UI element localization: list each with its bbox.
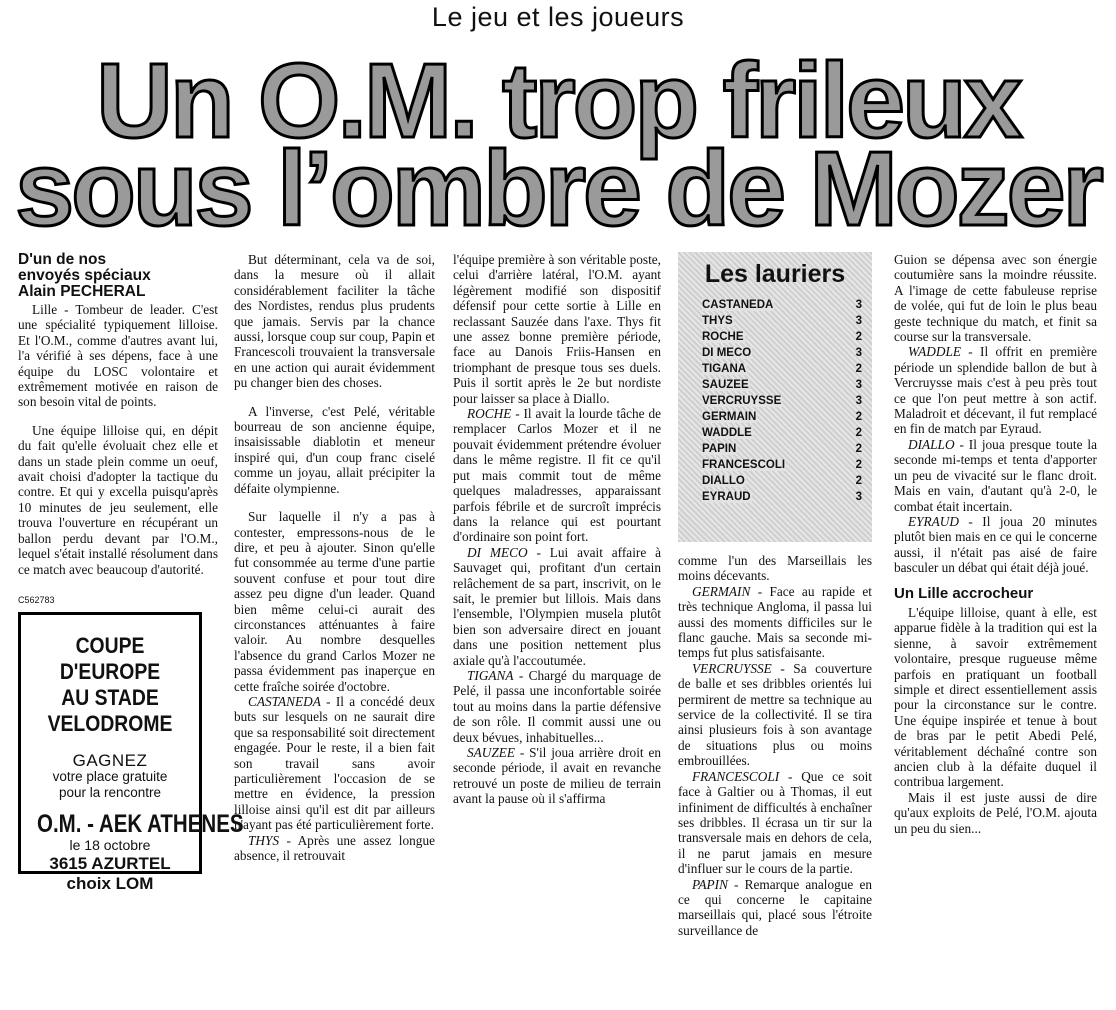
laurier-player-name: FRANCESCOLI <box>702 459 786 471</box>
lauriers-row <box>702 313 864 329</box>
laurier-player-name: VERCRUYSSE <box>702 395 782 407</box>
ad-title-line-2: AU STADE VELODROME <box>47 685 173 737</box>
column-4 <box>678 553 872 938</box>
laurier-score: 2 <box>855 459 862 471</box>
player-name: DIALLO <box>908 436 955 452</box>
player-text: - Il avait la lourde tâche de remplacer Carlos Mozer et il ne pouvait évidemment prétendre évoluer dans le même registre. Il fit ce qu'il put mais commit tout de même quelques maladresses, apparaissant parfois fébrile et de surcroît imprécis dans la relance qui est pourtant d'ordinaire son point fort. <box>453 406 661 545</box>
player-text: - Remarque analogue en ce qui concerne le capitaine marseillais qui, placé sous l'étroite surveillance de <box>678 876 872 938</box>
lauriers-row <box>702 441 864 457</box>
player-paragraph <box>678 769 872 877</box>
subheading: Un Lille accrocheur <box>894 584 1034 602</box>
lauriers-box <box>678 252 872 542</box>
player-name: EYRAUD <box>908 513 959 529</box>
lauriers-row <box>702 425 864 441</box>
column-2 <box>234 252 435 863</box>
laurier-player-name: EYRAUD <box>702 491 751 503</box>
player-paragraph <box>678 584 872 661</box>
lauriers-row <box>702 489 864 505</box>
player-text: - Il a concédé deux buts sur lesquels on ne saurait dire que sa responsabilité soit directement engagée. Pour le reste, il a bien fait son travail sans avoir particulièrement l'occasion de se mettre en évidence, la pression lilloise ainsi qu'il est dit par ailleurs n'ayant pas été particulièrement forte. <box>234 693 435 833</box>
paragraph: Mais il est juste aussi de dire qu'aux exploits de Pelé, l'O.M. ajouta un peu du sien... <box>894 789 1097 836</box>
paragraph: Sur laquelle il n'y a pas à contester, empressons-nous de le dire, et peu à ajouter. Sinon qu'elle fut consommée au terme d'une partie souvent confuse et pour tout dire assez peu digne d'un leader. Quand bien même celui-ci aurait des circonstances atténuantes à faire valoir. Au nombre desquelles l'absence du grand Carlos Mozer ne passa évidemment pas inaperçue en cette fraîche soirée d'octobre. <box>234 509 435 694</box>
ad-reference: C562783 <box>18 594 55 605</box>
laurier-player-name: CASTANEDA <box>702 299 774 311</box>
player-paragraph <box>234 833 435 864</box>
laurier-score: 3 <box>855 315 862 327</box>
laurier-score: 3 <box>855 347 862 359</box>
laurier-player-name: DI MECO <box>702 347 752 359</box>
laurier-player-name: GERMAIN <box>702 411 757 423</box>
player-name: TIGANA <box>467 667 514 683</box>
player-text: - Sa couverture de balle et ses dribbles orientés lui permirent de mettre sa technique au service de la collectivité. Il se tira ainsi plusieurs fois à son avantage de situations plus ou moins embrouillées. <box>678 660 872 769</box>
laurier-score: 2 <box>855 363 862 375</box>
player-text: - Lui avait affaire à Sauvaget qui, profitant d'un certain relâchement de sa part, inscrivit, on le sait, le premier but lillois. Mais dans l'ensemble, l'Olympien musela plutôt bien son adversaire direct en jouant dans une position nettement plus axiale qu'à l'accoutumée. <box>453 544 661 668</box>
player-paragraph <box>234 694 435 833</box>
paragraph: Lille - Tombeur de leader. C'est une spécialité typiquement lilloise. Et l'O.M., comme d'autres avant lui, l'a vérifié à ses dépens, face à une équipe du LOSC volontaire et extrêmement motivée en raison de son besoin vital de points. <box>18 302 218 410</box>
player-name: VERCRUYSSE <box>692 660 772 676</box>
headline-line-1: Un O.M. trop frileux <box>96 42 1020 160</box>
laurier-score: 2 <box>855 475 862 487</box>
laurier-player-name: SAUZEE <box>702 379 749 391</box>
player-paragraph <box>453 545 661 668</box>
lauriers-row <box>702 457 864 473</box>
byline-line-1: D'un de nos <box>18 251 107 268</box>
paragraph: L'équipe lilloise, quant à elle, est apparue fidèle à la tradition qui est la sienne, à savoir extrêmement volontaire, presque rugueuse même parfois en pratiquant un football simple et direct essentiellement assis pour la circonstance sur le contre. Une équipe inspirée et tenue à bout de bras par le petit Abedi Pelé, véritablement déchaîné contre son ancien club à la défaite duquel il contribua largement. <box>894 604 1097 790</box>
headline-line-2: sous l’ombre de Mozer <box>15 130 1101 248</box>
lauriers-row <box>702 473 864 489</box>
laurier-score: 3 <box>855 491 862 503</box>
player-paragraph <box>453 745 661 807</box>
ad-title-line-1: COUPE D'EUROPE <box>59 633 161 685</box>
player-text: - Il joua 20 minutes plutôt bien mais en ce qui le concerne aussi, il n'était pas aisé de faire basculer un débat qui était déjà joué. <box>894 513 1097 576</box>
player-paragraph <box>894 514 1097 576</box>
column-5 <box>894 252 1097 836</box>
player-name: THYS <box>248 832 280 848</box>
player-name: PAPIN <box>692 876 728 892</box>
laurier-score: 3 <box>855 299 862 311</box>
laurier-player-name: PAPIN <box>702 443 737 455</box>
byline <box>18 252 218 300</box>
player-name: DI MECO <box>467 544 528 560</box>
laurier-score: 3 <box>855 379 862 391</box>
column-1 <box>18 251 244 893</box>
player-name: ROCHE <box>467 406 512 422</box>
laurier-player-name: DIALLO <box>702 475 745 487</box>
paragraph: Guion se dépensa avec son énergie coutumière sans la moindre réussite. A l'image de cette fabuleuse reprise de volée, qui fut de loin le plus beau geste technique du match, et finit sa course sur la transversale. <box>894 252 1097 345</box>
lauriers-row <box>702 377 864 393</box>
laurier-score: 2 <box>855 331 862 343</box>
lauriers-row <box>702 409 864 425</box>
player-text: - Il offrit en première période un splendide ballon de but à Vercruysse mais c'est à peu près tout ce que l'on peut mettre à son actif. Maladroit et décevant, il fut remplacé en fin de match par Eyraud. <box>894 344 1097 437</box>
lauriers-row <box>702 345 864 361</box>
ad-line-3: votre place gratuite <box>52 768 168 784</box>
laurier-score: 3 <box>855 395 862 407</box>
byline-author: Alain PECHERAL <box>18 283 146 300</box>
player-paragraph <box>894 344 1097 436</box>
lauriers-list <box>678 297 872 505</box>
player-paragraph <box>678 661 872 769</box>
advertisement-box <box>18 612 244 893</box>
player-paragraph <box>453 668 661 745</box>
paragraph: comme l'un des Marseillais les moins décevants. <box>678 553 872 584</box>
player-name: WADDLE <box>908 344 961 360</box>
player-paragraph <box>678 877 872 939</box>
ad-match: O.M. - AEK ATHENES <box>37 809 244 838</box>
laurier-player-name: THYS <box>702 315 733 327</box>
laurier-player-name: WADDLE <box>702 427 752 439</box>
laurier-score: 2 <box>855 427 862 439</box>
laurier-player-name: TIGANA <box>702 363 747 375</box>
lauriers-row <box>702 393 864 409</box>
player-name: GERMAIN <box>692 583 751 599</box>
lauriers-row <box>702 297 864 313</box>
ad-line-4: pour la rencontre <box>58 784 162 800</box>
player-paragraph <box>453 406 661 545</box>
player-name: SAUZEE <box>467 745 516 760</box>
player-paragraph <box>894 437 1097 514</box>
ad-minitel: 3615 AZURTEL <box>49 853 171 873</box>
player-text: - Après une assez longue absence, il retrouvait <box>234 832 435 864</box>
ad-gagnez: GAGNEZ <box>72 751 148 771</box>
player-name: CASTANEDA <box>248 693 321 709</box>
column-3 <box>453 252 661 807</box>
player-text: - Que ce soit face à Galtier ou à Thomas, il eut infiniment de difficultés à enchaîner ses dribbles. Il écrasa un tir sur la transversale mais en dehors de cela, il ne parut jamais en mesure d'influer sur le cours de la partie. <box>678 768 872 877</box>
paragraph: Une équipe lilloise qui, en dépit du fait qu'elle évoluait chez elle et dans un stade plein comme un oeuf, avait choisi d'adopter la tactique du contre. Et qui y excella puisqu'après 10 minutes de jeu seulement, elle trouva l'ouverture en récupérant un ballon perdu devant par l'O.M., lequel s'était installé résolument dans ce match avec beaucoup d'autorité. <box>18 422 218 577</box>
player-text: - Chargé du marquage de Pelé, il passa une inconfortable soirée tout au moins dans la partie défensive de son rôle. Il commit aussi une ou deux bévues, inhabituelles... <box>453 667 661 745</box>
byline-line-2: envoyés spéciaux <box>18 267 151 284</box>
lauriers-title: Les lauriers <box>704 260 846 288</box>
laurier-score: 2 <box>855 411 862 423</box>
paragraph: A l'inverse, c'est Pelé, véritable bourreau de son ancienne équipe, insaisissable diablotin et meneur inspiré qui, d'un coup franc ciselé comme un joyau, allait précipiter la défaite olympienne. <box>234 403 435 496</box>
lauriers-row <box>702 361 864 377</box>
section-kicker: Le jeu et les joueurs <box>431 2 685 32</box>
ad-date: le 18 octobre <box>69 837 151 854</box>
laurier-score: 2 <box>855 443 862 455</box>
paragraph: But déterminant, cela va de soi, dans la mesure où il allait considérablement faciliter la tâche des Nordistes, rendus plus prudents que jamais. Servis par la chance aussi, lorsque coup sur coup, Papin et Francescoli trouvaient la transversale en une action qui aurait évidemment pu changer bien des choses. <box>234 252 435 391</box>
lauriers-row <box>702 329 864 345</box>
player-text: - Il joua presque toute la seconde mi-temps et tenta d'apporter un peu de vivacité sur le flanc droit. Mais en vain, d'autant qu'à 2-0, le combat était incertain. <box>894 436 1097 514</box>
player-text: - Face au rapide et très technique Angloma, il passa lui aussi des moments difficiles sur le flanc gauche. Mais sa seconde mi-temps fut plus satisfaisante. <box>678 583 872 661</box>
ad-choix: choix LOM <box>66 873 154 893</box>
player-name: FRANCESCOLI <box>692 768 780 784</box>
player-text: - S'il joua arrière droit en seconde période, il avait en revanche retrouvé un poste de milieu de terrain avant la pause où il s'affirma <box>453 745 661 807</box>
paragraph: l'équipe première à son véritable poste, celui d'arrière latéral, l'O.M. ayant légèrement modifié son dispositif défensif pour cette sortie à Lille en reclassant Sauzée dans l'axe. Thys fit une assez bonne première période, face au Danois Friis-Hansen en triomphant de presque tous ses duels. Puis il sortit après le 2e but nordiste pour laisser sa place à Diallo. <box>453 252 661 406</box>
laurier-player-name: ROCHE <box>702 331 744 343</box>
